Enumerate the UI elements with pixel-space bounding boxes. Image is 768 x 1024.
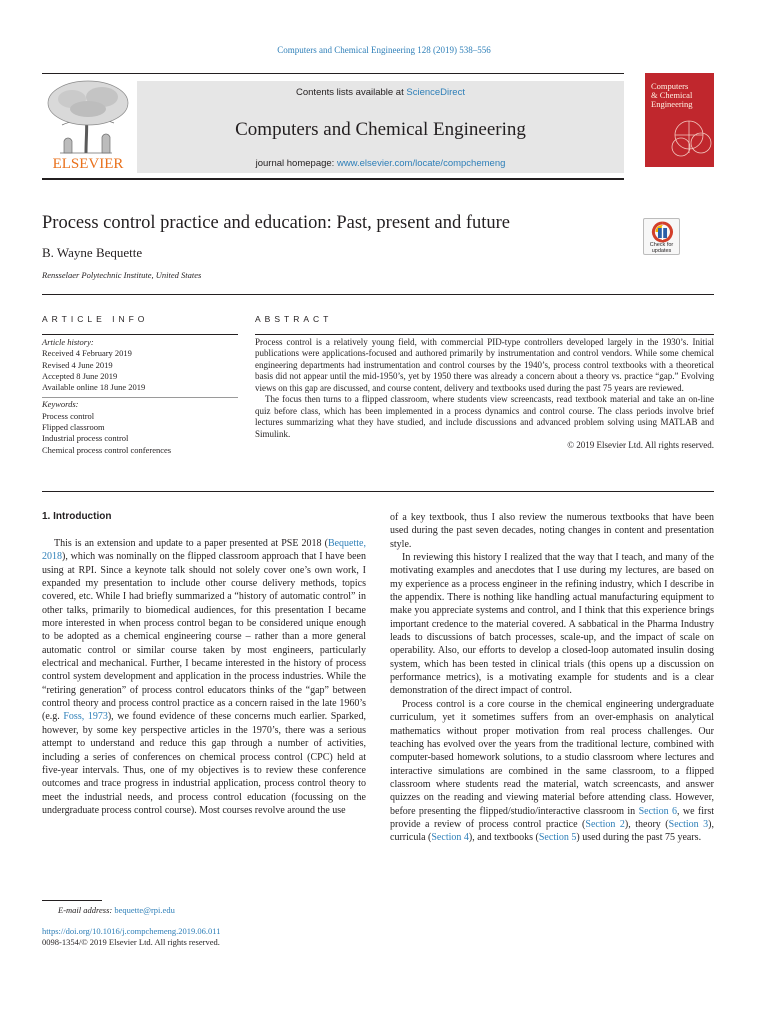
- keyword-item[interactable]: Chemical process control conferences: [42, 444, 172, 455]
- body-column-left: [42, 537, 366, 817]
- cover-graphic-icon: [645, 73, 714, 167]
- contents-line: [137, 87, 624, 98]
- body-text: ), and textbooks (: [468, 832, 539, 844]
- keywords-label: Keywords:: [42, 399, 79, 410]
- keyword-item[interactable]: Flipped classroom: [42, 422, 105, 433]
- journal-header: [42, 75, 624, 177]
- article-title: Process control practice and education: Past, present and future: [42, 213, 510, 233]
- reference-link-foss-1973[interactable]: Foss, 1973: [63, 711, 108, 723]
- body-text: ), theory (: [624, 818, 669, 830]
- abstract-copyright: © 2019 Elsevier Ltd. All rights reserved.: [567, 440, 714, 451]
- section-link-4[interactable]: Section 4: [431, 832, 469, 844]
- author-email-link[interactable]: bequette@rpi.edu: [114, 905, 175, 915]
- keyword-item[interactable]: Process control: [42, 410, 95, 421]
- abstract-rule: [255, 334, 714, 335]
- body-text: This is an extension and update to a paper presented at PSE 2018 (: [54, 538, 328, 549]
- article-info-panel: [42, 337, 238, 456]
- cover-title-line: & Chemical: [651, 90, 693, 100]
- title-divider: [42, 294, 714, 295]
- history-item: Revised 4 June 2019: [42, 359, 113, 370]
- abstract-bottom-rule: [42, 491, 714, 492]
- history-item: Received 4 February 2019: [42, 348, 132, 359]
- history-label: Article history:: [42, 337, 94, 347]
- body-paragraph: In reviewing this history I realized that the way that I teach, and many of the motivating examples and anecdotes that I use during my lectures, are based on my experience as a process engineer in the refining industry, which I describe in the appendix. There is nothing like handling actual manufacturing equipment to make you appreciate systems and control, and I think that this experience brings important credence to the material covered. A sabbatical in the Pharma Industry leads to discussions of batch processes, scale-up, and the impact of scale on operability. Also, our efforts to develop a closed-loop automated insulin dosing system, which has been tested in clinical trials (this opens up a discussion on performance metrics), is a motivating example for students and is a clear demonstration of the direct impact of control.: [390, 552, 714, 697]
- header-top-rule: [42, 73, 624, 74]
- body-paragraph: [390, 698, 714, 845]
- section-link-6[interactable]: Section 6: [638, 805, 677, 817]
- elsevier-tree-icon: [42, 75, 134, 175]
- footnote-email: [58, 905, 175, 915]
- keyword-item[interactable]: Industrial process control: [42, 433, 129, 444]
- homepage-prefix: journal homepage:: [255, 158, 337, 169]
- reference-link-bequette-2018[interactable]: Bequette, 2018: [42, 538, 366, 563]
- body-text: ), which was nominally on the flipped classroom approach that I have been using at RPI. Since a keynote talk should not solely cover one’s own work, I expanded my presentation to include other course delivery methods, topics covered, etc. While I had briefly summarized a “history of automatic control” in other talks, primarily to biomedical audiences, for this presentation I became more interested in when process control began to be considered unique enough to be adopted as a chemical engineering course – rather than a more general automatic control or similar course taken by most engineers, particularly electrical and mechanical. Further, I became interested in the history of process control system development and application in the process industries. While the “retiring generation” of process control educators thinks of the “gap” between control theory and process control practice as a concern raised in the late 1960’s (e.g.: [42, 551, 366, 723]
- section-link-5[interactable]: Section 5: [538, 832, 577, 844]
- check-updates-label: [644, 242, 679, 254]
- body-text: ) used during the past 75 years.: [576, 832, 702, 844]
- cover-title-line: Computers: [651, 81, 689, 91]
- keywords-rule: [42, 397, 238, 398]
- check-updates-line2: updates: [651, 248, 672, 254]
- check-for-updates-button[interactable]: [643, 218, 680, 255]
- body-column-right: [390, 511, 714, 845]
- issn-copyright: 0098-1354/© 2019 Elsevier Ltd. All rights reserved.: [42, 937, 220, 947]
- author-affiliation: Rensselaer Polytechnic Institute, United States: [42, 270, 202, 280]
- body-text: Process control is a core course in the chemical engineering undergraduate curriculum, yet it sometimes suffers from an over-emphasis on analytical mathematics without proper motivation from real process challenges. Our teaching has evolved over the years from the traditional lecture, combined with computer-based homework solutions, to a studio classroom where lectures and interactive simulations are combined in the same classroom, to a flipped classroom where students read the material, watch screencasts, and answer quizzes on the reading and viewing material before attending class. However, before presenting the flipped/studio/interactive classroom in: [390, 698, 714, 817]
- history-item: Available online 18 June 2019: [42, 382, 146, 393]
- body-text: ), we found evidence of these concerns much earlier. Sparked, however, by some key perspective articles in the 1970’s, there was a serious attempt to understand and reduce this gap through a number of activities, including a series of conferences on chemical process control (CPC) held at five-year intervals. Thus, one of my objectives is to review these conference outcomes and trace progress in industrial application, process control theory to meet the industrial needs, and process control education (focussing on the undergraduate process control course). Most courses revolve around the use: [42, 711, 366, 816]
- body-text: ), curricula (: [390, 818, 714, 844]
- journal-homepage-link[interactable]: www.elsevier.com/locate/compchemeng: [336, 158, 506, 169]
- check-updates-icon: [644, 220, 681, 244]
- article-info-rule: [42, 334, 238, 335]
- cover-title-line: Engineering: [651, 99, 693, 109]
- contents-prefix: Contents lists available at: [296, 87, 407, 98]
- header-bottom-rule: [42, 178, 624, 180]
- sciencedirect-link[interactable]: ScienceDirect: [406, 87, 465, 98]
- history-item: Accepted 8 June 2019: [42, 370, 118, 381]
- section-heading-introduction: 1. Introduction: [42, 511, 112, 522]
- footnote-rule: [42, 900, 102, 901]
- abstract-paragraph: The focus then turns to a flipped classroom, where students view screencasts, read textbook material and take an on-line quiz before class, which has been implemented in a process dynamics and control course. The class periods involve brief lectures summarizing what they have studied, and include discussions and advanced problem solving using MATLAB and Simulink.: [255, 394, 714, 439]
- section-link-3[interactable]: Section 3: [668, 818, 709, 830]
- journal-citation-link[interactable]: Computers and Chemical Engineering 128 (2019) 538–556: [277, 45, 491, 55]
- abstract-paragraph: Process control is a relatively young field, with commercial PID-type controllers developed largely in the 1930’s. Initial publications were applications-focused and authored primarily by instrumentation and control vendors. While some chemical engineering departments had instrumentation and control courses by the 1940’s, process control textbooks with a theoretical basis did not appear until the mid-1950’s, yet by 1950 there was already a concern about a theory vs. practice “gap.” Evolving views on this gap are discussed, and course content, delivery and textbooks used during the past 75 years are reviewed.: [255, 337, 714, 393]
- journal-cover-thumbnail[interactable]: [645, 73, 714, 167]
- abstract-body: [255, 337, 714, 452]
- author-name[interactable]: B. Wayne Bequette: [42, 245, 143, 260]
- email-label: E-mail address:: [58, 905, 115, 915]
- elsevier-logo: [42, 75, 134, 175]
- elsevier-wordmark: ELSEVIER: [52, 156, 124, 172]
- doi-link[interactable]: https://doi.org/10.1016/j.compchemeng.2019.06.011: [42, 926, 221, 936]
- body-paragraph: of a key textbook, thus I also review the numerous textbooks that have been used during the past seven decades, noting changes in content and presentation style.: [390, 512, 714, 550]
- body-text: , we first provide a review of process control practice (: [390, 805, 715, 830]
- homepage-line: [137, 158, 624, 169]
- journal-banner: [137, 81, 624, 173]
- check-updates-line1: Check for: [649, 242, 674, 248]
- body-paragraph: [42, 537, 366, 817]
- section-link-2[interactable]: Section 2: [585, 818, 625, 830]
- journal-title: Computers and Chemical Engineering: [235, 119, 526, 140]
- abstract-heading: ABSTRACT: [255, 314, 333, 324]
- article-info-heading: ARTICLE INFO: [42, 314, 149, 324]
